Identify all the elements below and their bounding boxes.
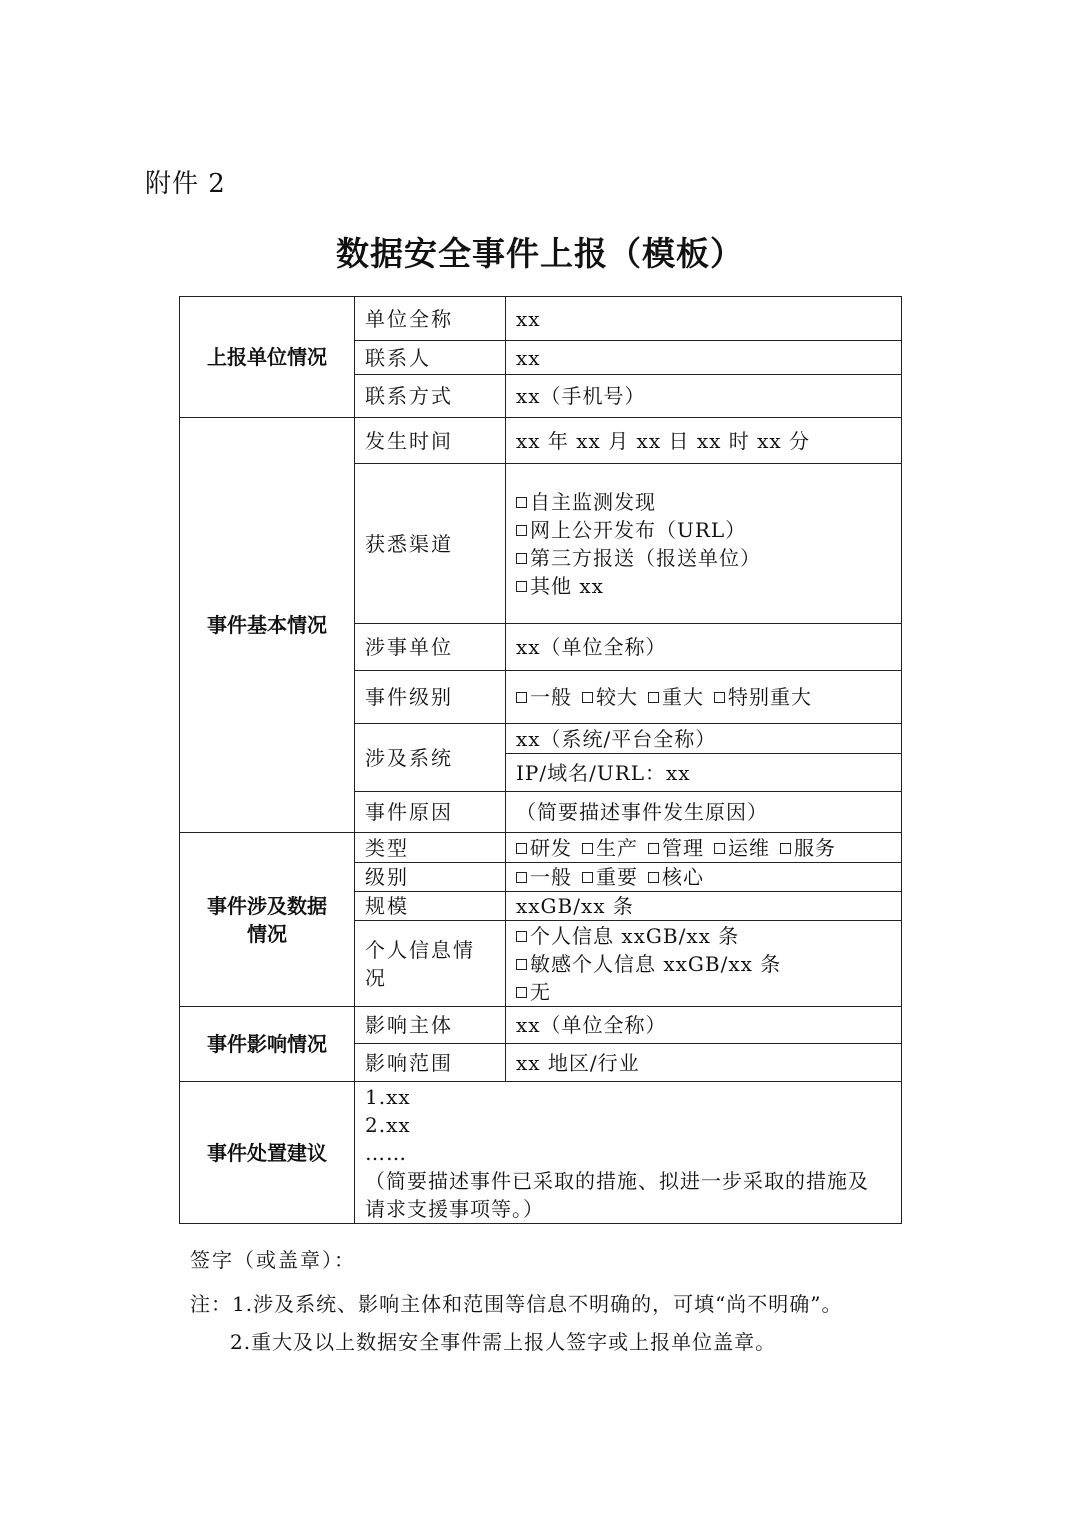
checkbox-icon [516, 497, 527, 508]
event-level-option-text: 较大 [596, 685, 638, 709]
event-level-option-text: 一般 [530, 685, 572, 709]
data-type-option-text: 服务 [794, 835, 836, 860]
checkbox-icon [582, 692, 593, 703]
data-type-label: 类型 [355, 833, 506, 863]
data-grade-label: 级别 [355, 863, 506, 892]
personal-info-option[interactable] [516, 950, 891, 978]
personal-info-label: 个人信息情况 [355, 921, 506, 1007]
channel-option-text: 第三方报送（报送单位） [530, 545, 761, 570]
row-impact-subject [180, 1007, 902, 1044]
impact-subject-label: 影响主体 [355, 1007, 506, 1044]
impact-scope-label: 影响范围 [355, 1044, 506, 1082]
data-type-option[interactable] [516, 836, 572, 860]
occurrence-time-value: xx 年 xx 月 xx 日 xx 时 xx 分 [506, 418, 902, 464]
event-level-option[interactable] [714, 685, 812, 709]
checkbox-icon [516, 525, 527, 536]
data-type-option-text: 运维 [728, 835, 770, 860]
handling-advice-content [355, 1082, 902, 1224]
event-level-options [506, 671, 902, 724]
checkbox-icon [648, 872, 659, 883]
contact-person-value: xx [506, 341, 902, 375]
checkbox-icon [516, 931, 527, 942]
event-level-option[interactable] [582, 685, 638, 709]
channel-option[interactable] [516, 516, 891, 544]
personal-info-option[interactable] [516, 922, 891, 950]
row-handling-advice [180, 1082, 902, 1224]
data-type-option[interactable] [582, 836, 638, 860]
checkbox-icon [516, 959, 527, 970]
data-grade-option-text: 核心 [662, 865, 704, 889]
data-type-option[interactable] [648, 836, 704, 860]
advice-line: …… [365, 1140, 407, 1165]
advice-line: 2.xx [365, 1112, 411, 1137]
system-address-value: IP/域名/URL：xx [506, 754, 902, 792]
event-level-option[interactable] [648, 685, 704, 709]
system-name-value: xx（系统/平台全称） [506, 724, 902, 754]
unit-name-value: xx [506, 297, 902, 341]
involved-unit-label: 涉事单位 [355, 624, 506, 671]
event-level-label: 事件级别 [355, 671, 506, 724]
section-reporter-heading: 上报单位情况 [180, 297, 355, 418]
section-advice-heading: 事件处置建议 [180, 1082, 355, 1224]
section-basic-heading: 事件基本情况 [180, 418, 355, 833]
personal-info-option[interactable] [516, 978, 891, 1006]
checkbox-icon [516, 843, 527, 854]
note-1: 注：1.涉及系统、影响主体和范围等信息不明确的，可填“尚不明确”。 [190, 1292, 843, 1316]
advice-line: 1.xx [365, 1084, 411, 1109]
unit-name-label: 单位全称 [355, 297, 506, 341]
report-form-table [179, 296, 902, 1224]
channel-option-text: 网上公开发布（URL） [530, 517, 747, 542]
event-level-option-text: 重大 [662, 685, 704, 709]
event-level-option[interactable] [516, 685, 572, 709]
impact-subject-value: xx（单位全称） [506, 1007, 902, 1044]
event-cause-label: 事件原因 [355, 792, 506, 833]
channel-option[interactable] [516, 488, 891, 516]
channel-option-text: 自主监测发现 [530, 489, 656, 514]
attachment-label: 附件 2 [145, 169, 226, 199]
personal-info-options [506, 921, 902, 1007]
checkbox-icon [582, 872, 593, 883]
contact-method-value: xx（手机号） [506, 375, 902, 418]
row-occurrence-time [180, 418, 902, 464]
data-grade-option-text: 重要 [596, 865, 638, 889]
system-label: 涉及系统 [355, 724, 506, 792]
checkbox-icon [516, 692, 527, 703]
personal-info-option-text: 无 [530, 979, 551, 1004]
data-grade-option[interactable] [648, 865, 704, 889]
data-type-option-text: 生产 [596, 835, 638, 860]
row-data-type [180, 833, 902, 863]
advice-line: 请求支援事项等。） [365, 1196, 544, 1221]
section-impact-heading: 事件影响情况 [180, 1007, 355, 1082]
checkbox-icon [516, 581, 527, 592]
data-type-option-text: 管理 [662, 835, 704, 860]
checkbox-icon [714, 843, 725, 854]
advice-line: （简要描述事件已采取的措施、拟进一步采取的措施及 [365, 1168, 869, 1193]
channel-option-text: 其他 xx [530, 573, 604, 598]
data-scale-label: 规模 [355, 892, 506, 921]
channel-option[interactable] [516, 572, 891, 600]
checkbox-icon [648, 692, 659, 703]
data-grade-option-text: 一般 [530, 865, 572, 889]
data-type-option[interactable] [780, 836, 836, 860]
note-2: 2.重大及以上数据安全事件需上报人签字或上报单位盖章。 [230, 1330, 777, 1354]
signature-line: 签字（或盖章）： [190, 1248, 356, 1272]
personal-info-option-text: 个人信息 xxGB/xx 条 [530, 923, 740, 948]
section-data-heading-line1: 事件涉及数据 [207, 893, 327, 918]
data-type-option-text: 研发 [530, 835, 572, 860]
section-data-heading-line2: 情况 [247, 921, 287, 946]
data-grade-option[interactable] [516, 865, 572, 889]
data-type-options [506, 833, 902, 863]
occurrence-time-label: 发生时间 [355, 418, 506, 464]
contact-method-label: 联系方式 [355, 375, 506, 418]
contact-person-label: 联系人 [355, 341, 506, 375]
event-cause-value: （简要描述事件发生原因） [506, 792, 902, 833]
data-type-option[interactable] [714, 836, 770, 860]
data-grade-options [506, 863, 902, 892]
checkbox-icon [582, 843, 593, 854]
channel-option[interactable] [516, 544, 891, 572]
checkbox-icon [780, 843, 791, 854]
checkbox-icon [516, 553, 527, 564]
channel-label: 获悉渠道 [355, 464, 506, 624]
personal-info-option-text: 敏感个人信息 xxGB/xx 条 [530, 951, 782, 976]
checkbox-icon [714, 692, 725, 703]
checkbox-icon [516, 872, 527, 883]
channel-options [506, 464, 902, 624]
data-scale-value: xxGB/xx 条 [506, 892, 902, 921]
row-unit-name [180, 297, 902, 341]
document-title: 数据安全事件上报（模板） [336, 234, 744, 273]
section-data-heading [180, 833, 355, 1007]
checkbox-icon [648, 843, 659, 854]
checkbox-icon [516, 987, 527, 998]
data-grade-option[interactable] [582, 865, 638, 889]
impact-scope-value: xx 地区/行业 [506, 1044, 902, 1082]
event-level-option-text: 特别重大 [728, 685, 812, 709]
involved-unit-value: xx（单位全称） [506, 624, 902, 671]
